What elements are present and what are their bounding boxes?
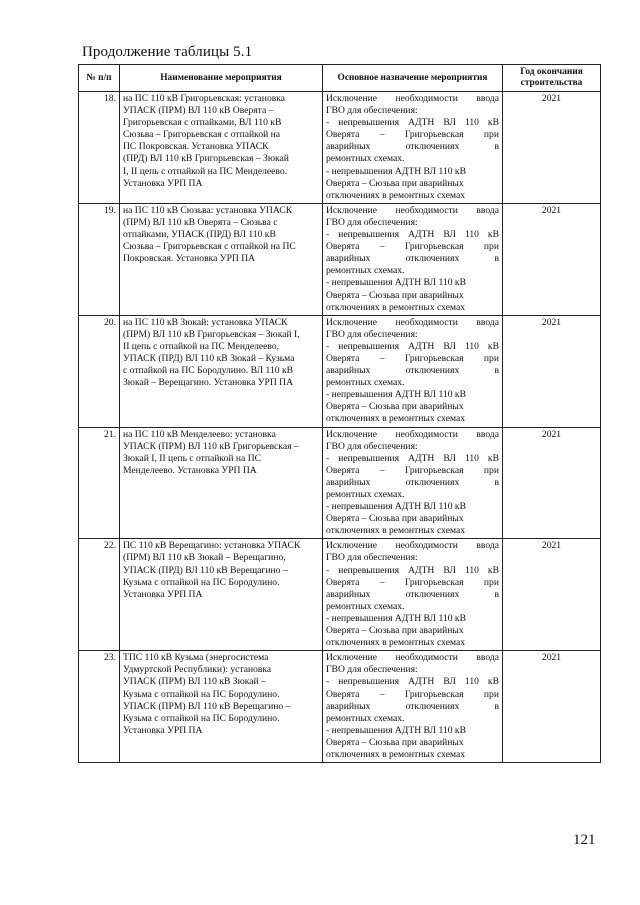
purpose-line: аварийных отключениях в xyxy=(326,253,499,265)
row-purpose xyxy=(323,539,503,651)
purpose-line: Оверята – Григорьевская при xyxy=(326,241,499,253)
purpose-line: Оверята – Сюзьва при аварийных xyxy=(326,736,464,748)
row-year: 2021 xyxy=(503,203,601,315)
purpose-line: ГВО для обеспечения: xyxy=(326,664,418,676)
row-number: 21. xyxy=(79,427,120,539)
table-row xyxy=(79,203,601,315)
table-row xyxy=(79,427,601,539)
row-measure-name xyxy=(120,427,323,539)
purpose-line: ремонтных схемах. xyxy=(326,265,405,277)
purpose-line: отключениях в ремонтных схемах xyxy=(326,189,466,201)
purpose-line: аварийных отключениях в xyxy=(326,141,499,153)
purpose-line: - непревышения АДТН ВЛ 110 кВ xyxy=(326,229,499,241)
purpose-line: аварийных отключениях в xyxy=(326,365,499,377)
purpose-line: Оверята – Григорьевская при xyxy=(326,464,499,476)
row-number: 22. xyxy=(79,539,120,651)
row-year: 2021 xyxy=(503,539,601,651)
row-measure-name xyxy=(120,203,323,315)
purpose-line: аварийных отключениях в xyxy=(326,476,499,488)
measure-name-line: Зюкай – Верещагино. Установка УРП ПА xyxy=(123,377,294,389)
row-year: 2021 xyxy=(503,427,601,539)
purpose-line: - непревышения АДТН ВЛ 110 кВ xyxy=(326,676,499,688)
measure-name-line: (ПРМ) ВЛ 110 кВ Оверята – Сюзьва с xyxy=(123,216,278,228)
measure-name-line: на ПС 110 кВ Менделеево: установка xyxy=(123,428,276,440)
purpose-line: ГВО для обеспечения: xyxy=(326,552,418,564)
header-year: Год окончания строительства xyxy=(503,65,601,92)
measures-table xyxy=(78,64,601,763)
measure-name-line: Сюзьва – Григорьевская с отпайкой на xyxy=(123,129,281,141)
purpose-line: ГВО для обеспечения: xyxy=(326,105,418,117)
purpose-line: аварийных отключениях в xyxy=(326,700,499,712)
table-row xyxy=(79,92,601,204)
purpose-line: - непревышения АДТН ВЛ 110 кВ xyxy=(326,277,466,289)
measure-name-line: на ПС 110 кВ Зюкай: установка УПАСК xyxy=(123,316,288,328)
purpose-line: аварийных отключениях в xyxy=(326,588,499,600)
measure-name-line: Кузьма с отпайкой на ПС Бородулино. xyxy=(123,688,280,700)
purpose-line: Исключение необходимости ввода xyxy=(326,316,499,328)
measure-name-line: Установка УРП ПА xyxy=(123,588,203,600)
row-purpose xyxy=(323,315,503,427)
purpose-line: ГВО для обеспечения: xyxy=(326,216,418,228)
measure-name-line: Кузьма с отпайкой на ПС Бородулино. xyxy=(123,576,280,588)
measure-name-line: Установка УРП ПА xyxy=(123,177,203,189)
purpose-line: Оверята – Григорьевская при xyxy=(326,576,499,588)
measure-name-line: ПС Покровская. Установка УПАСК xyxy=(123,141,269,153)
measure-name-line: Покровская. Установка УРП ПА xyxy=(123,253,256,265)
measure-name-line: (ПРМ) ВЛ 110 кВ Зюкай – Верещагино, xyxy=(123,552,286,564)
table-row xyxy=(79,315,601,427)
purpose-line: ремонтных схемах. xyxy=(326,600,405,612)
purpose-line: Оверята – Сюзьва при аварийных xyxy=(326,289,464,301)
row-year: 2021 xyxy=(503,92,601,204)
table-body xyxy=(79,92,601,763)
purpose-line: Оверята – Сюзьва при аварийных xyxy=(326,401,464,413)
measure-name-line: II цепь с отпайкой на ПС Менделеево, xyxy=(123,340,280,352)
row-number: 19. xyxy=(79,203,120,315)
row-number: 20. xyxy=(79,315,120,427)
purpose-line: - непревышения АДТН ВЛ 110 кВ xyxy=(326,389,466,401)
header-num: № п/п xyxy=(79,65,120,92)
purpose-line: ремонтных схемах. xyxy=(326,377,405,389)
measure-name-line: на ПС 110 кВ Григорьевская: установка xyxy=(123,93,286,104)
measure-name-line: (ПРД) ВЛ 110 кВ Григорьевская – Зюкай xyxy=(123,153,289,165)
row-measure-name xyxy=(120,315,323,427)
purpose-line: ремонтных схемах. xyxy=(326,489,405,500)
measure-name-line: на ПС 110 кВ Сюзьва: установка УПАСК xyxy=(123,204,293,216)
measure-name-line: Установка УРП ПА xyxy=(123,724,203,736)
purpose-line: Оверята – Сюзьва при аварийных xyxy=(326,513,464,525)
row-purpose xyxy=(323,203,503,315)
purpose-line: - непревышения АДТН ВЛ 110 кВ xyxy=(326,612,466,624)
purpose-line: Исключение необходимости ввода xyxy=(326,652,499,664)
measure-name-line: Кузьма с отпайкой на ПС Бородулино. xyxy=(123,712,280,724)
purpose-line: отключениях в ремонтных схемах xyxy=(326,413,466,425)
measure-name-line: ТПС 110 кВ Кузьма (энергосистема xyxy=(123,652,269,664)
measure-name-line: (ПРМ) ВЛ 110 кВ Григорьевская – Зюкай I, xyxy=(123,328,300,340)
purpose-line: ГВО для обеспечения: xyxy=(326,328,418,340)
measure-name-line: Зюкай I, II цепь с отпайкой на ПС xyxy=(123,452,262,464)
purpose-line: ремонтных схемах. xyxy=(326,712,405,724)
purpose-line: Оверята – Сюзьва при аварийных xyxy=(326,177,464,189)
purpose-line: отключениях в ремонтных схемах xyxy=(326,301,466,313)
table-row xyxy=(79,539,601,651)
row-measure-name xyxy=(120,539,323,651)
table-header-row xyxy=(79,65,601,92)
purpose-line: Исключение необходимости ввода xyxy=(326,540,499,552)
measure-name-line: УПАСК (ПРМ) ВЛ 110 кВ Оверята – xyxy=(123,105,274,117)
measure-name-line: отпайками, УПАСК (ПРД) ВЛ 110 кВ xyxy=(123,229,276,241)
purpose-line: - непревышения АДТН ВЛ 110 кВ xyxy=(326,117,499,129)
purpose-line: отключениях в ремонтных схемах xyxy=(326,748,466,760)
purpose-line: Исключение необходимости ввода xyxy=(326,93,499,104)
page-number: 121 xyxy=(573,832,596,848)
measure-name-line: ПС 110 кВ Верещагино: установка УПАСК xyxy=(123,540,301,552)
purpose-line: - непревышения АДТН ВЛ 110 кВ xyxy=(326,165,466,177)
measure-name-line: УПАСК (ПРМ) ВЛ 110 кВ Верещагино – xyxy=(123,700,291,712)
measure-name-line: I, II цепь с отпайкой на ПС Менделеево. xyxy=(123,165,288,177)
measure-name-line: Сюзьва – Григорьевская с отпайкой на ПС xyxy=(123,241,296,253)
purpose-line: Исключение необходимости ввода xyxy=(326,428,499,440)
purpose-line: Оверята – Сюзьва при аварийных xyxy=(326,625,464,637)
row-year: 2021 xyxy=(503,651,601,763)
purpose-line: - непревышения АДТН ВЛ 110 кВ xyxy=(326,724,466,736)
measure-name-line: Григорьевская с отпайками, ВЛ 110 кВ xyxy=(123,117,282,129)
row-purpose xyxy=(323,651,503,763)
header-purpose: Основное назначение мероприятия xyxy=(323,65,503,92)
measure-name-line: УПАСК (ПРД) ВЛ 110 кВ Зюкай – Кузьма xyxy=(123,352,295,364)
row-measure-name xyxy=(120,651,323,763)
purpose-line: Оверята – Григорьевская при xyxy=(326,352,499,364)
purpose-line: отключениях в ремонтных схемах xyxy=(326,525,466,537)
row-year: 2021 xyxy=(503,315,601,427)
measure-name-line: УПАСК (ПРМ) ВЛ 110 кВ Зюкай – xyxy=(123,676,266,688)
table-row xyxy=(79,651,601,763)
purpose-line: отключениях в ремонтных схемах xyxy=(326,637,466,649)
purpose-line: Исключение необходимости ввода xyxy=(326,204,499,216)
purpose-line: ремонтных схемах. xyxy=(326,153,405,165)
purpose-line: Оверята – Григорьевская при xyxy=(326,688,499,700)
purpose-line: ГВО для обеспечения: xyxy=(326,440,418,452)
purpose-line: - непревышения АДТН ВЛ 110 кВ xyxy=(326,564,499,576)
purpose-line: - непревышения АДТН ВЛ 110 кВ xyxy=(326,340,499,352)
measure-name-line: УПАСК (ПРМ) ВЛ 110 кВ Григорьевская – xyxy=(123,440,299,452)
row-purpose xyxy=(323,92,503,204)
row-number: 18. xyxy=(79,92,120,204)
row-purpose xyxy=(323,427,503,539)
measure-name-line: Удмуртской Республики): установка xyxy=(123,664,272,676)
purpose-line: - непревышения АДТН ВЛ 110 кВ xyxy=(326,452,499,464)
measure-name-line: с отпайкой на ПС Бородулино. ВЛ 110 кВ xyxy=(123,365,294,377)
header-name: Наименование мероприятия xyxy=(120,65,323,92)
purpose-line: - непревышения АДТН ВЛ 110 кВ xyxy=(326,501,466,513)
table-caption: Продолжение таблицы 5.1 xyxy=(82,44,253,60)
row-number: 23. xyxy=(79,651,120,763)
measure-name-line: УПАСК (ПРД) ВЛ 110 кВ Верещагино – xyxy=(123,564,288,576)
purpose-line: Оверята – Григорьевская при xyxy=(326,129,499,141)
row-measure-name xyxy=(120,92,323,204)
measure-name-line: Менделеево. Установка УРП ПА xyxy=(123,464,257,476)
